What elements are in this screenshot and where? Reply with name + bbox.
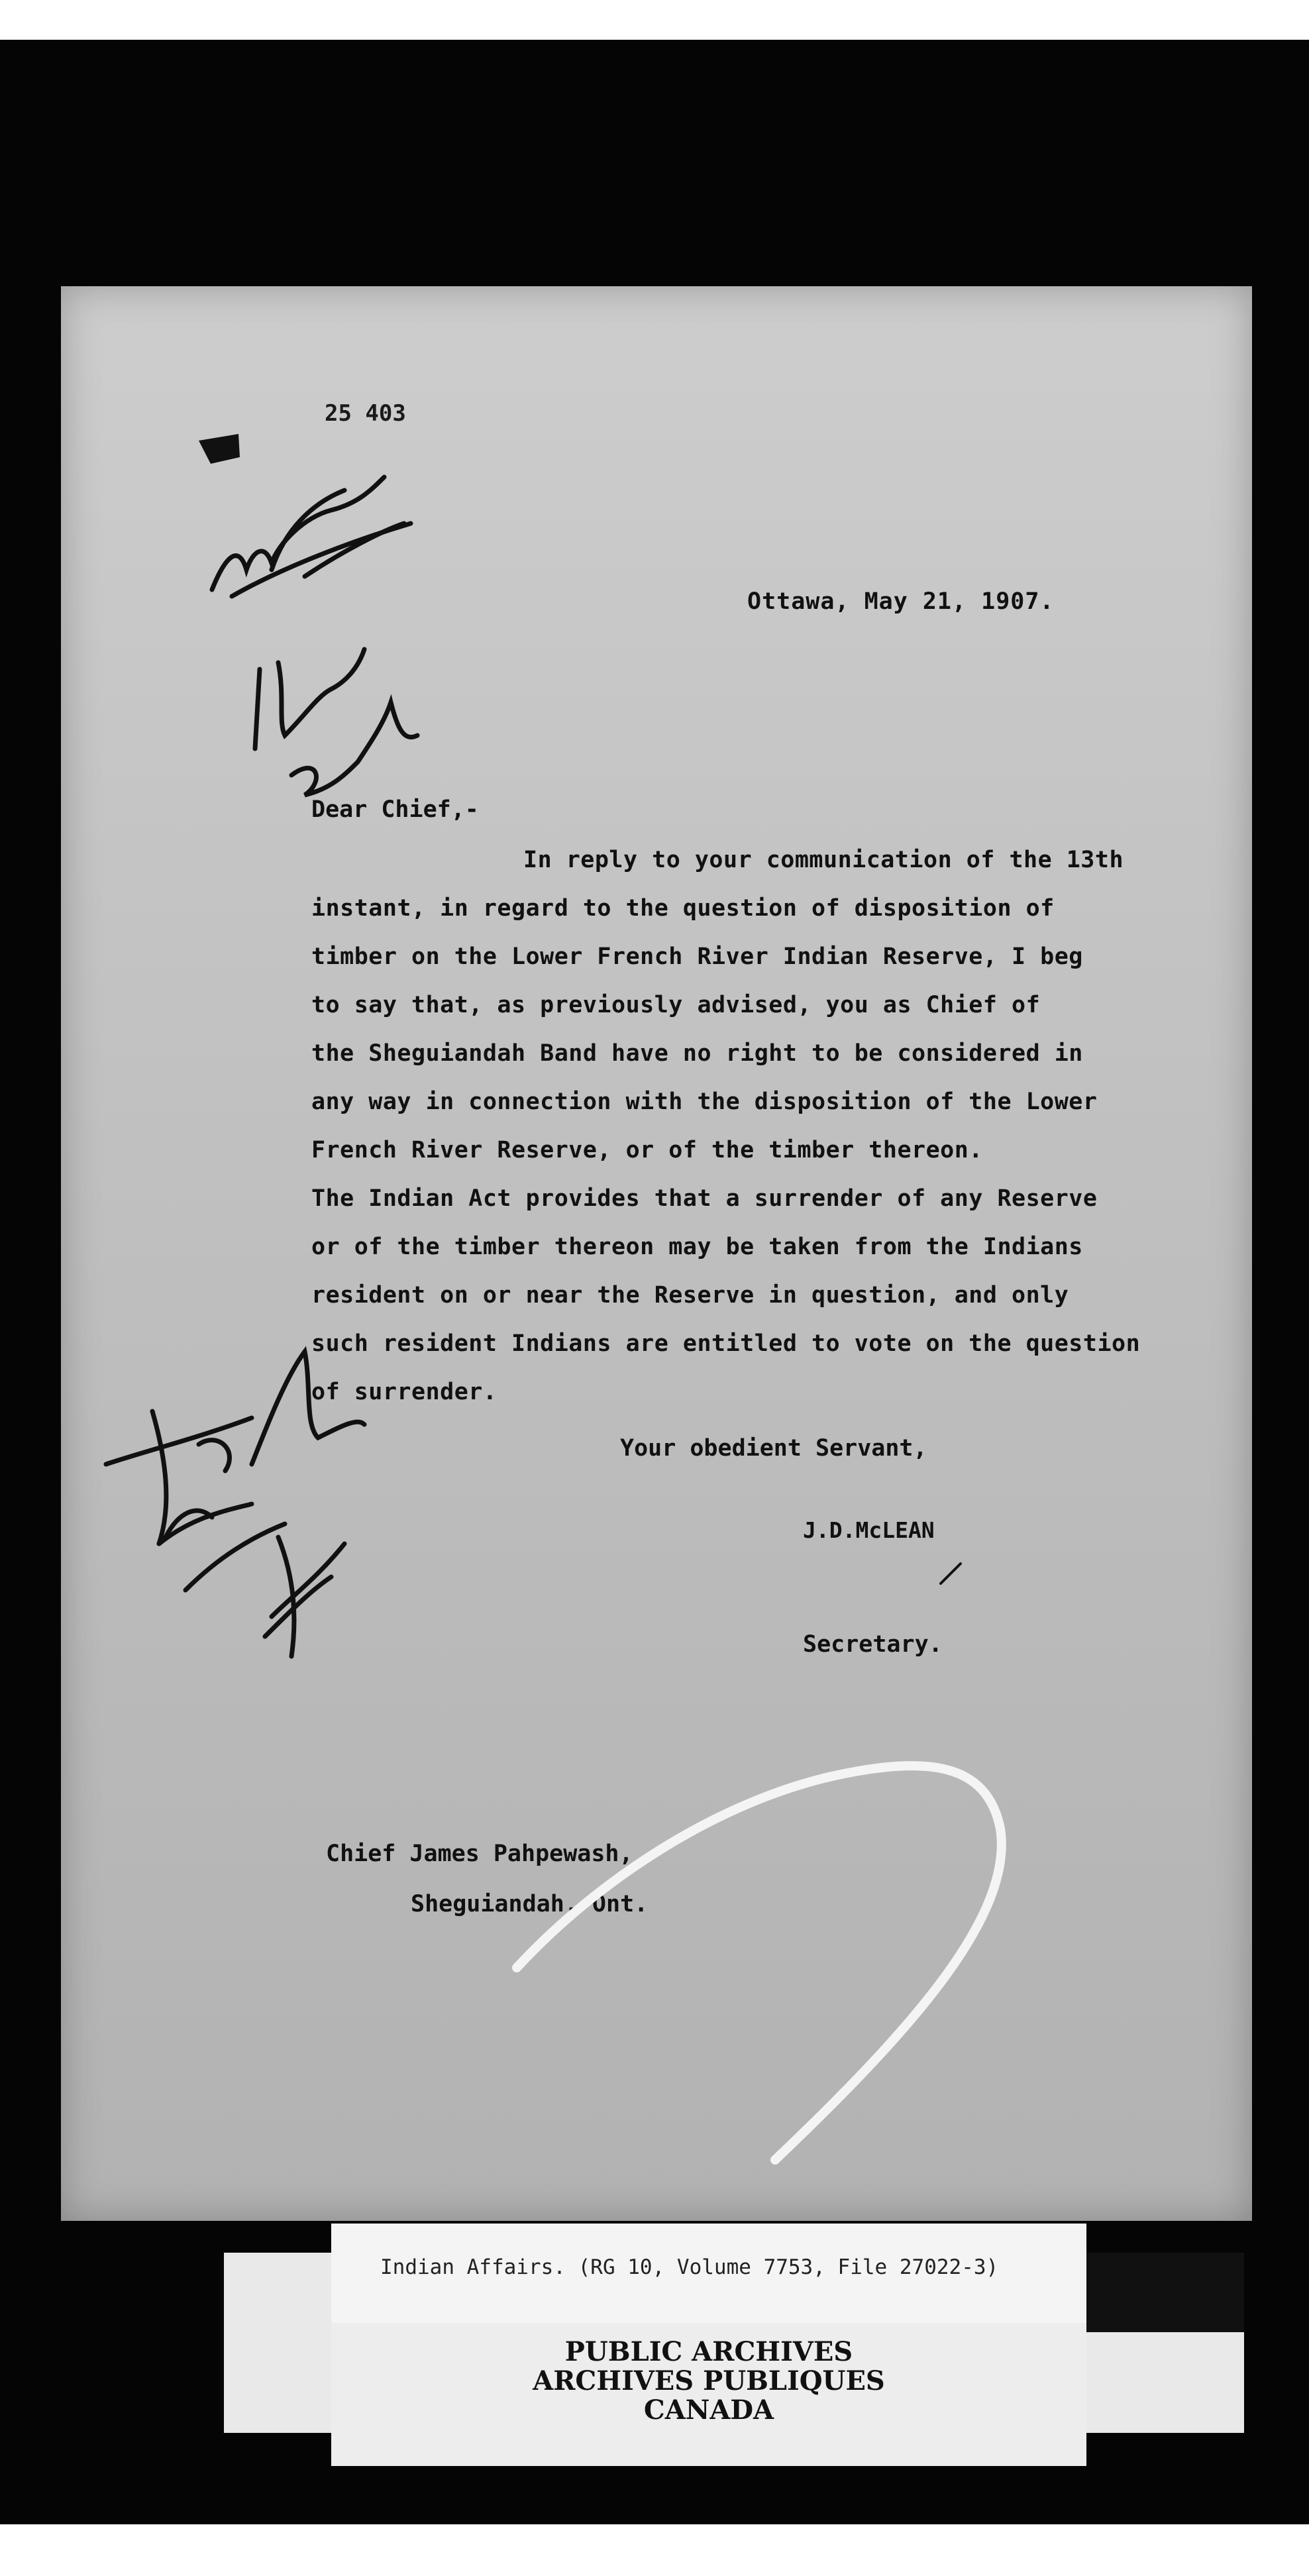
addressee-name: Chief James Pahpewash, bbox=[326, 1841, 633, 1867]
body-line: French River Reserve, or of the timber thereon. bbox=[311, 1137, 983, 1163]
body-line: timber on the Lower French River Indian Reserve, I beg bbox=[311, 943, 1083, 970]
body-line: The Indian Act provides that a surrender of any Reserve bbox=[311, 1185, 1098, 1212]
letter-body bbox=[311, 836, 1199, 1417]
date-line: Ottawa, May 21, 1907. bbox=[747, 588, 1055, 615]
body-line: of surrender. bbox=[311, 1379, 497, 1405]
signature: J.D.McLEAN bbox=[803, 1517, 935, 1543]
body-line: to say that, as previously advised, you as Chief of bbox=[311, 992, 1041, 1018]
body-line: instant, in regard to the question of disposition of bbox=[311, 895, 1055, 922]
file-number: 25 403 bbox=[325, 400, 406, 427]
addressee-place: Sheguiandah, Ont. bbox=[411, 1891, 649, 1917]
body-line: or of the timber thereon may be taken from the Indians bbox=[311, 1234, 1083, 1260]
archive-reference: Indian Affairs. (RG 10, Volume 7753, File 27022-3) bbox=[380, 2255, 999, 2279]
salutation: Dear Chief,- bbox=[311, 796, 479, 823]
archive-line-3: CANADA bbox=[643, 2394, 774, 2426]
body-line: resident on or near the Reserve in question, and only bbox=[311, 1282, 1069, 1309]
body-line: such resident Indians are entitled to vote on the question bbox=[311, 1330, 1141, 1357]
closing: Your obedient Servant, bbox=[620, 1435, 927, 1462]
archive-line-1: PUBLIC ARCHIVES bbox=[564, 2336, 853, 2367]
archive-line-2: ARCHIVES PUBLIQUES bbox=[533, 2365, 885, 2396]
body-line: any way in connection with the disposition of the Lower bbox=[311, 1089, 1098, 1115]
signer-title: Secretary. bbox=[803, 1631, 943, 1658]
label-shadow-block bbox=[1086, 2253, 1244, 2332]
body-line: In reply to your communication of the 13th bbox=[523, 847, 1124, 873]
body-line: the Sheguiandah Band have no right to be considered in bbox=[311, 1040, 1083, 1067]
archive-stamp bbox=[331, 2337, 1086, 2425]
